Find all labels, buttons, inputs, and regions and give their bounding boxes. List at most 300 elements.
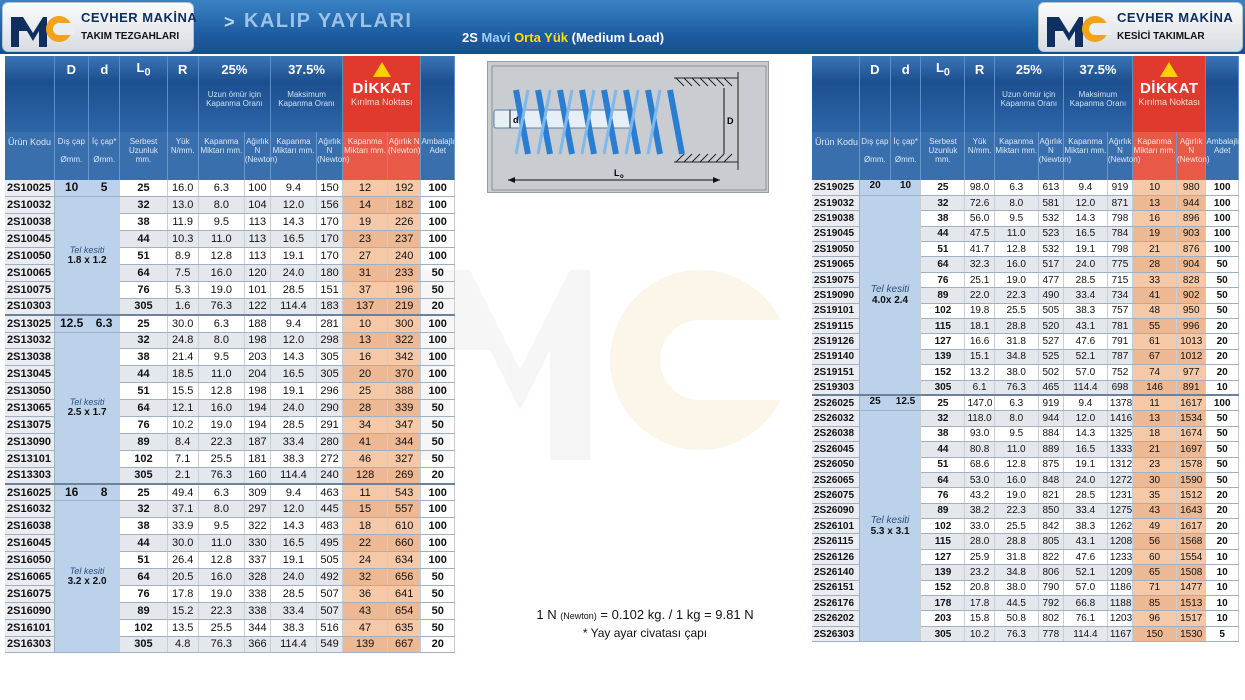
- deflection-25: 9.5: [198, 349, 244, 366]
- load-rate: 28.0: [965, 534, 994, 549]
- force-25: 344: [244, 619, 270, 636]
- brand-mark-icon: [9, 9, 75, 49]
- colhead-agir-unit: (Newton): [388, 145, 421, 155]
- force-25: 338: [244, 602, 270, 619]
- force-break: 634: [388, 552, 421, 569]
- load-rate: 6.1: [965, 380, 994, 395]
- force-break: 903: [1177, 226, 1206, 241]
- force-37: 1325: [1107, 426, 1132, 441]
- force-break: 1590: [1177, 472, 1206, 487]
- deflection-37: 52.1: [1063, 349, 1107, 364]
- deflection-break: 16: [1133, 211, 1177, 226]
- force-break: 1512: [1177, 488, 1206, 503]
- deflection-25: 19.0: [198, 281, 244, 298]
- load-rate: 24.8: [167, 332, 198, 349]
- warning-label: DİKKAT: [1139, 80, 1199, 97]
- free-length: 102: [120, 619, 167, 636]
- deflection-37: 16.5: [270, 535, 316, 552]
- free-length: 64: [120, 400, 167, 417]
- force-37: 463: [316, 484, 342, 501]
- wire-section: [859, 195, 921, 395]
- deflection-break: 23: [1133, 457, 1177, 472]
- load-rate: 47.5: [965, 226, 994, 241]
- brand-right-name: CEVHER MAKİNA: [1117, 10, 1234, 25]
- force-25: 792: [1038, 596, 1063, 611]
- package-qty: 50: [1206, 303, 1239, 318]
- force-37: 1186: [1107, 580, 1132, 595]
- table-row: [5, 315, 455, 332]
- deflection-break: 21: [1133, 242, 1177, 257]
- force-break: 226: [388, 214, 421, 231]
- force-37: 507: [316, 585, 342, 602]
- deflection-25: 16.0: [198, 400, 244, 417]
- force-37: 183: [316, 298, 342, 315]
- deflection-25: 19.0: [198, 416, 244, 433]
- deflection-37: 38.3: [270, 619, 316, 636]
- force-break: 902: [1177, 288, 1206, 303]
- package-qty: 100: [421, 484, 455, 501]
- deflection-37: 14.3: [1063, 211, 1107, 226]
- deflection-37: 12.0: [270, 501, 316, 518]
- force-break: 977: [1177, 365, 1206, 380]
- force-break: 1013: [1177, 334, 1206, 349]
- package-qty: 100: [1206, 180, 1239, 195]
- subheader-blank: [5, 82, 54, 132]
- product-code: 2S26065: [812, 472, 859, 487]
- wire-section: [54, 197, 120, 315]
- force-37: 734: [1107, 288, 1132, 303]
- deflection-37: 33.4: [1063, 288, 1107, 303]
- force-25: 113: [244, 214, 270, 231]
- force-25: 523: [1038, 226, 1063, 241]
- free-length: 152: [921, 580, 965, 595]
- subtitle-load: Orta Yük: [514, 30, 569, 45]
- subheader-25pct-desc: Uzun ömür için Kapanma Oranı: [994, 82, 1063, 132]
- package-qty: 50: [421, 264, 455, 281]
- header-R: R: [167, 56, 198, 82]
- colhead-agir-unit: (Newton): [1177, 154, 1210, 164]
- force-37: 492: [316, 568, 342, 585]
- force-37: 1209: [1107, 565, 1132, 580]
- force-37: 1203: [1107, 611, 1132, 626]
- force-break: 192: [388, 180, 421, 197]
- load-rate: 68.6: [965, 457, 994, 472]
- force-37: 757: [1107, 303, 1132, 318]
- force-25: 113: [244, 231, 270, 248]
- wire-section-value: 4.0x 2.4: [871, 295, 909, 307]
- deflection-break: 55: [1133, 319, 1177, 334]
- force-25: 490: [1038, 288, 1063, 303]
- force-break: 980: [1177, 180, 1206, 195]
- force-break: 1617: [1177, 519, 1206, 534]
- package-qty: 20: [1206, 519, 1239, 534]
- subheader-25pct-desc: Uzun ömür için Kapanma Oranı: [198, 82, 270, 132]
- brand-mark-icon: [1045, 9, 1111, 49]
- warning-desc: Kırılma Noktası: [351, 97, 413, 108]
- load-rate: 118.0: [965, 411, 994, 426]
- colhead-kap-25: Kapanma Miktarı mm.: [994, 132, 1038, 180]
- product-code: 2S16038: [5, 518, 54, 535]
- deflection-37: 12.0: [270, 332, 316, 349]
- free-length: 38: [921, 211, 965, 226]
- spring-table-left: [5, 56, 455, 653]
- force-37: 791: [1107, 334, 1132, 349]
- deflection-25: 12.8: [198, 248, 244, 265]
- load-rate: 8.4: [167, 433, 198, 450]
- deflection-break: 18: [1133, 426, 1177, 441]
- product-code: 2S16303: [5, 636, 54, 653]
- subheader-blank: [859, 82, 890, 132]
- package-qty: 10: [1206, 565, 1239, 580]
- package-qty: 50: [1206, 272, 1239, 287]
- deflection-25: 76.3: [198, 636, 244, 653]
- package-qty: 100: [1206, 242, 1239, 257]
- product-code: 2S10025: [5, 180, 54, 197]
- force-25: 194: [244, 400, 270, 417]
- load-rate: 30.0: [167, 315, 198, 332]
- package-qty: 100: [1206, 395, 1239, 410]
- brand-left-sub: TAKIM TEZGAHLARI: [81, 31, 180, 42]
- deflection-break: 18: [343, 518, 388, 535]
- load-rate: 20.8: [965, 580, 994, 595]
- force-break: 1477: [1177, 580, 1206, 595]
- load-rate: 43.2: [965, 488, 994, 503]
- header-blank-2: [1206, 56, 1239, 82]
- deflection-37: 14.3: [1063, 426, 1107, 441]
- package-qty: 100: [421, 535, 455, 552]
- deflection-37: 16.5: [1063, 442, 1107, 457]
- deflection-37: 33.4: [1063, 503, 1107, 518]
- force-37: 180: [316, 264, 342, 281]
- force-break: 904: [1177, 257, 1206, 272]
- deflection-37: 28.5: [270, 281, 316, 298]
- free-length: 305: [921, 626, 965, 641]
- free-length: 76: [921, 272, 965, 287]
- force-37: 445: [316, 501, 342, 518]
- force-break: 543: [388, 484, 421, 501]
- load-rate: 38.2: [965, 503, 994, 518]
- product-code: 2S19151: [812, 365, 859, 380]
- deflection-37: 38.3: [1063, 519, 1107, 534]
- subheader-37pct-desc: Maksimum Kapanma Oranı: [270, 82, 342, 132]
- header-L0-main: L: [136, 59, 145, 75]
- load-rate: 15.8: [965, 611, 994, 626]
- deflection-25: 6.3: [198, 315, 244, 332]
- subheader-blank: [421, 82, 455, 132]
- deflection-25: 8.0: [994, 195, 1038, 210]
- table-row: [5, 180, 455, 197]
- inner-diameter: 8: [89, 484, 120, 501]
- inner-diameter: 10: [891, 180, 921, 195]
- load-rate: 26.4: [167, 552, 198, 569]
- header-blank: [5, 56, 54, 82]
- product-code: 2S16032: [5, 501, 54, 518]
- load-rate: 13.2: [965, 365, 994, 380]
- outer-diameter: 10: [54, 180, 88, 197]
- force-break: 1674: [1177, 426, 1206, 441]
- colhead-agir-37: [1107, 132, 1141, 180]
- package-qty: 100: [421, 197, 455, 214]
- package-qty: 50: [421, 400, 455, 417]
- wire-section-label: Tel kesiti: [69, 566, 105, 577]
- free-length: 25: [120, 315, 167, 332]
- free-length: 51: [120, 383, 167, 400]
- deflection-break: 74: [1133, 365, 1177, 380]
- deflection-break: 13: [1133, 195, 1177, 210]
- force-25: 889: [1038, 442, 1063, 457]
- product-code: 2S10303: [5, 298, 54, 315]
- force-25: 122: [244, 298, 270, 315]
- deflection-25: 12.8: [994, 457, 1038, 472]
- load-rate: 11.9: [167, 214, 198, 231]
- header-blank-2: [421, 56, 455, 82]
- package-qty: 100: [421, 231, 455, 248]
- load-rate: 23.2: [965, 565, 994, 580]
- deflection-break: 43: [343, 602, 388, 619]
- colhead-agir-label: Ağırlık N: [388, 137, 420, 146]
- outer-diameter: 20: [859, 180, 890, 195]
- package-qty: 50: [421, 568, 455, 585]
- brand-left-name: CEVHER MAKİNA: [81, 10, 198, 25]
- package-qty: 50: [421, 602, 455, 619]
- force-37: 1188: [1107, 596, 1132, 611]
- free-length: 38: [120, 518, 167, 535]
- deflection-25: 31.8: [994, 334, 1038, 349]
- force-37: 298: [316, 332, 342, 349]
- deflection-25: 12.8: [198, 383, 244, 400]
- force-25: 100: [244, 180, 270, 197]
- force-break: 667: [388, 636, 421, 653]
- product-code: 2S19303: [812, 380, 859, 395]
- package-qty: 100: [421, 214, 455, 231]
- package-qty: 5: [1206, 626, 1239, 641]
- deflection-37: 12.0: [270, 197, 316, 214]
- product-code: 2S26176: [812, 596, 859, 611]
- deflection-37: 24.0: [1063, 257, 1107, 272]
- deflection-37: 33.4: [270, 433, 316, 450]
- force-break: 1534: [1177, 411, 1206, 426]
- force-25: 806: [1038, 565, 1063, 580]
- load-rate: 56.0: [965, 211, 994, 226]
- subheader-37pct-desc: Maksimum Kapanma Oranı: [1063, 82, 1132, 132]
- free-length: 76: [120, 416, 167, 433]
- header-bar: [0, 0, 1245, 54]
- force-25: 337: [244, 552, 270, 569]
- deflection-37: 43.1: [1063, 534, 1107, 549]
- deflection-break: 19: [1133, 226, 1177, 241]
- force-break: 237: [388, 231, 421, 248]
- product-code: 2S19032: [812, 195, 859, 210]
- wire-section: [54, 332, 120, 484]
- force-37: 1333: [1107, 442, 1132, 457]
- deflection-25: 44.5: [994, 596, 1038, 611]
- wire-section-value: 5.3 x 3.1: [870, 526, 910, 538]
- deflection-break: 71: [1133, 580, 1177, 595]
- colhead-amb: Ambalajlı Adet: [421, 132, 455, 180]
- deflection-25: 9.5: [994, 211, 1038, 226]
- force-break: 1513: [1177, 596, 1206, 611]
- package-qty: 100: [1206, 211, 1239, 226]
- deflection-25: 8.0: [198, 501, 244, 518]
- product-code: 2S26025: [812, 395, 859, 410]
- deflection-37: 57.0: [1063, 365, 1107, 380]
- deflection-37: 114.4: [270, 467, 316, 484]
- load-rate: 13.5: [167, 619, 198, 636]
- brand-logo-left[interactable]: [2, 2, 198, 52]
- load-rate: 10.2: [167, 416, 198, 433]
- product-code: 2S26140: [812, 565, 859, 580]
- free-length: 127: [921, 334, 965, 349]
- force-37: 170: [316, 248, 342, 265]
- header-37-5pct: 37.5%: [1063, 56, 1132, 82]
- colhead-agir-25: [244, 132, 278, 180]
- deflection-break: 137: [343, 298, 388, 315]
- load-rate: 147.0: [965, 395, 994, 410]
- package-qty: 50: [1206, 426, 1239, 441]
- force-37: 1416: [1107, 411, 1132, 426]
- load-rate: 7.5: [167, 264, 198, 281]
- deflection-25: 38.0: [994, 365, 1038, 380]
- subheader-blank: [89, 82, 120, 132]
- warning-icon: [373, 62, 391, 77]
- page-title: KALIP YAYLARI: [244, 10, 413, 32]
- package-qty: 20: [1206, 319, 1239, 334]
- product-code: 2S26126: [812, 549, 859, 564]
- force-25: 821: [1038, 488, 1063, 503]
- free-length: 44: [921, 442, 965, 457]
- free-length: 305: [120, 298, 167, 315]
- deflection-break: 47: [343, 619, 388, 636]
- product-code: 2S13090: [5, 433, 54, 450]
- deflection-break: 10: [1133, 180, 1177, 195]
- package-qty: 50: [1206, 411, 1239, 426]
- free-length: 32: [120, 501, 167, 518]
- force-break: 876: [1177, 242, 1206, 257]
- product-code: 2S13303: [5, 467, 54, 484]
- force-37: 549: [316, 636, 342, 653]
- free-length: 115: [921, 319, 965, 334]
- force-37: 483: [316, 518, 342, 535]
- load-rate: 25.1: [965, 272, 994, 287]
- force-break: 269: [388, 467, 421, 484]
- deflection-25: 76.3: [994, 380, 1038, 395]
- free-length: 25: [921, 180, 965, 195]
- force-25: 328: [244, 568, 270, 585]
- deflection-break: 96: [1133, 611, 1177, 626]
- deflection-37: 14.3: [270, 349, 316, 366]
- package-qty: 100: [421, 366, 455, 383]
- header-37-5pct: 37.5%: [270, 56, 342, 82]
- colhead-agir-unit: (Newton): [244, 154, 278, 164]
- load-rate: 10.2: [965, 626, 994, 641]
- deflection-37: 43.1: [1063, 319, 1107, 334]
- subheader-blank: [120, 82, 167, 132]
- product-code: 2S13038: [5, 349, 54, 366]
- load-rate: 32.3: [965, 257, 994, 272]
- spring-diagram-icon: [488, 62, 770, 194]
- product-code: 2S16101: [5, 619, 54, 636]
- inner-diameter: 12.5: [891, 395, 921, 410]
- conversion-note: [480, 607, 810, 622]
- package-qty: 100: [421, 315, 455, 332]
- deflection-25: 8.0: [198, 197, 244, 214]
- product-code: 2S19050: [812, 242, 859, 257]
- load-rate: 53.0: [965, 472, 994, 487]
- force-break: 240: [388, 248, 421, 265]
- load-rate: 12.1: [167, 400, 198, 417]
- force-37: 1378: [1107, 395, 1132, 410]
- subtitle-color: Mavi: [481, 30, 511, 45]
- deflection-37: 19.1: [1063, 457, 1107, 472]
- free-length: 38: [120, 349, 167, 366]
- header-R: R: [965, 56, 994, 82]
- package-qty: 50: [1206, 457, 1239, 472]
- brand-logo-right[interactable]: [1038, 2, 1243, 52]
- subheader-blank: [891, 82, 921, 132]
- deflection-25: 6.3: [198, 484, 244, 501]
- header-d: d: [89, 56, 120, 82]
- deflection-25: 6.3: [198, 180, 244, 197]
- force-break: 344: [388, 433, 421, 450]
- diagram-L-sub: o: [620, 174, 624, 180]
- table-body-left: [5, 180, 455, 653]
- force-25: 188: [244, 315, 270, 332]
- deflection-25: 9.5: [198, 214, 244, 231]
- free-length: 64: [120, 264, 167, 281]
- colhead-agir-label: Ağırlık N: [246, 137, 269, 155]
- load-rate: 21.4: [167, 349, 198, 366]
- subtitle-code: 2S: [462, 30, 478, 45]
- deflection-37: 66.8: [1063, 596, 1107, 611]
- force-break: 891: [1177, 380, 1206, 395]
- wire-section-value: 1.8 x 1.2: [67, 255, 107, 267]
- load-rate: 98.0: [965, 180, 994, 195]
- colhead-ic-label: İç çap*: [92, 137, 117, 146]
- free-length: 51: [921, 457, 965, 472]
- free-length: 152: [921, 365, 965, 380]
- colhead-dis-unit: Ømm.: [863, 154, 886, 164]
- deflection-25: 22.3: [994, 288, 1038, 303]
- force-25: 802: [1038, 611, 1063, 626]
- deflection-37: 57.0: [1063, 580, 1107, 595]
- load-rate: 20.5: [167, 568, 198, 585]
- force-25: 944: [1038, 411, 1063, 426]
- force-25: 502: [1038, 365, 1063, 380]
- force-break: 233: [388, 264, 421, 281]
- package-qty: 20: [421, 467, 455, 484]
- deflection-break: 14: [343, 197, 388, 214]
- force-37: 787: [1107, 349, 1132, 364]
- free-length: 102: [120, 450, 167, 467]
- colhead-ic: [89, 132, 120, 180]
- package-qty: 20: [1206, 488, 1239, 503]
- product-code: 2S19140: [812, 349, 859, 364]
- deflection-break: 36: [343, 585, 388, 602]
- free-length: 38: [921, 426, 965, 441]
- outer-diameter: 12.5: [54, 315, 88, 332]
- force-25: 848: [1038, 472, 1063, 487]
- load-rate: 16.0: [167, 180, 198, 197]
- colhead-ic: [891, 132, 921, 180]
- force-25: 198: [244, 383, 270, 400]
- force-37: 305: [316, 366, 342, 383]
- load-rate: 5.3: [167, 281, 198, 298]
- deflection-37: 14.3: [270, 214, 316, 231]
- deflection-25: 9.5: [198, 518, 244, 535]
- subheader-blank: [965, 82, 994, 132]
- free-length: 44: [120, 366, 167, 383]
- product-code: 2S19126: [812, 334, 859, 349]
